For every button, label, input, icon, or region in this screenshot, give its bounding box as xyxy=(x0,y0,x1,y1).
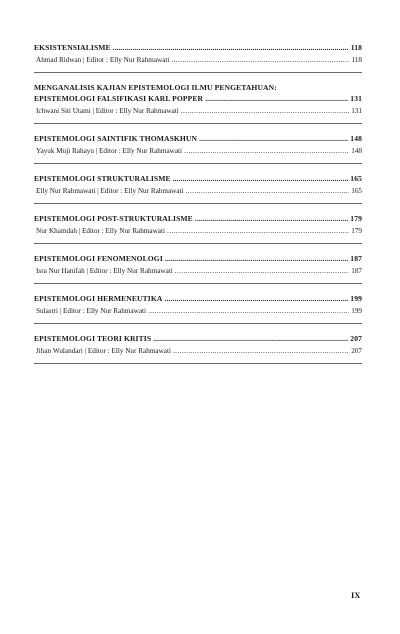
author-line xyxy=(34,106,362,117)
dot-leader xyxy=(167,226,349,237)
chapter-title: EPISTEMOLOGI TEORI KRITIS xyxy=(34,334,152,343)
dot-leader xyxy=(165,253,348,264)
author-page: 118 xyxy=(351,56,362,64)
author-page: 131 xyxy=(351,107,362,115)
dot-leader xyxy=(171,55,349,66)
chapter-title-line[interactable] xyxy=(34,253,362,264)
chapter-title: EKSISTENSIALISME xyxy=(34,43,111,52)
author-page: 148 xyxy=(351,147,362,155)
dot-leader xyxy=(205,93,348,104)
author-page: 165 xyxy=(351,187,362,195)
dot-leader xyxy=(153,333,348,344)
toc-entry xyxy=(34,82,362,124)
toc-entry xyxy=(34,42,362,73)
author-line xyxy=(34,306,362,317)
author-line xyxy=(34,186,362,197)
author-page: 179 xyxy=(351,227,362,235)
table-of-contents xyxy=(34,42,362,373)
chapter-title-line[interactable] xyxy=(34,213,362,224)
author-line xyxy=(34,55,362,66)
chapter-page: 131 xyxy=(350,94,362,103)
author-page: 187 xyxy=(351,267,362,275)
author-text: Ichwani Siti Utami | Editor : Elly Nur Rahmawati xyxy=(36,107,179,115)
author-page: 207 xyxy=(351,347,362,355)
chapter-title: MENGANALISIS KAJIAN EPISTEMOLOGI ILMU PENGETAHUAN: xyxy=(34,83,277,92)
chapter-title: EPISTEMOLOGI SAINTIFIK THOMASKHUN xyxy=(34,134,198,143)
author-text: Isra Nur Hanifah | Editor : Elly Nur Rahmawati xyxy=(36,267,173,275)
chapter-page: 165 xyxy=(350,174,362,183)
chapter-page: 118 xyxy=(350,43,362,52)
author-text: Nur Khamdah | Editor : Elly Nur Rahmawati xyxy=(36,227,165,235)
chapter-title: EPISTEMOLOGI FENOMENOLOGI xyxy=(34,254,163,263)
chapter-page: 199 xyxy=(350,294,362,303)
dot-leader xyxy=(113,42,349,53)
author-text: Jihan Wulandari | Editor : Elly Nur Rahmawati xyxy=(36,347,171,355)
author-page: 199 xyxy=(351,307,362,315)
chapter-title: EPISTEMOLOGI FALSIFIKASI KARL POPPER xyxy=(34,94,204,103)
author-text: Yayuk Muji Rahayu | Editor : Elly Nur Rahmawati xyxy=(36,147,183,155)
dot-leader xyxy=(164,293,348,304)
chapter-page: 148 xyxy=(350,134,362,143)
chapter-page: 207 xyxy=(350,334,362,343)
dot-leader xyxy=(184,146,349,157)
chapter-title-line[interactable] xyxy=(34,133,362,144)
chapter-title-line[interactable] xyxy=(34,333,362,344)
chapter-title-line[interactable] xyxy=(34,93,362,104)
author-text: Ahmad Ridwan | Editor : Elly Nur Rahmawati xyxy=(36,56,170,64)
toc-entry xyxy=(34,213,362,244)
chapter-title-line[interactable] xyxy=(34,293,362,304)
author-line xyxy=(34,346,362,357)
chapter-title: EPISTEMOLOGI POST-STRUKTURALISME xyxy=(34,214,193,223)
toc-entry xyxy=(34,133,362,164)
dot-leader xyxy=(195,213,348,224)
toc-entry xyxy=(34,333,362,364)
dot-leader xyxy=(173,173,349,184)
chapter-page: 179 xyxy=(350,214,362,223)
author-line xyxy=(34,226,362,237)
dot-leader xyxy=(181,106,349,117)
dot-leader xyxy=(173,346,349,357)
toc-entry xyxy=(34,253,362,284)
author-line xyxy=(34,266,362,277)
chapter-page: 187 xyxy=(350,254,362,263)
chapter-title-line[interactable] xyxy=(34,173,362,184)
chapter-title-line[interactable] xyxy=(34,42,362,53)
page-number: IX xyxy=(351,590,361,600)
dot-leader xyxy=(148,306,349,317)
dot-leader xyxy=(186,186,350,197)
toc-entry xyxy=(34,293,362,324)
dot-leader xyxy=(175,266,349,277)
dot-leader xyxy=(199,133,348,144)
toc-entry xyxy=(34,173,362,204)
chapter-title: EPISTEMOLOGI HERMENEUTIKA xyxy=(34,294,163,303)
chapter-title-line[interactable] xyxy=(34,82,362,93)
author-text: Elly Nur Rahmawati | Editor : Elly Nur Rahmawati xyxy=(36,187,184,195)
chapter-title: EPISTEMOLOGI STRUKTURALISME xyxy=(34,174,171,183)
author-line xyxy=(34,146,362,157)
author-text: Sulastri | Editor : Elly Nur Rahmawati xyxy=(36,307,147,315)
